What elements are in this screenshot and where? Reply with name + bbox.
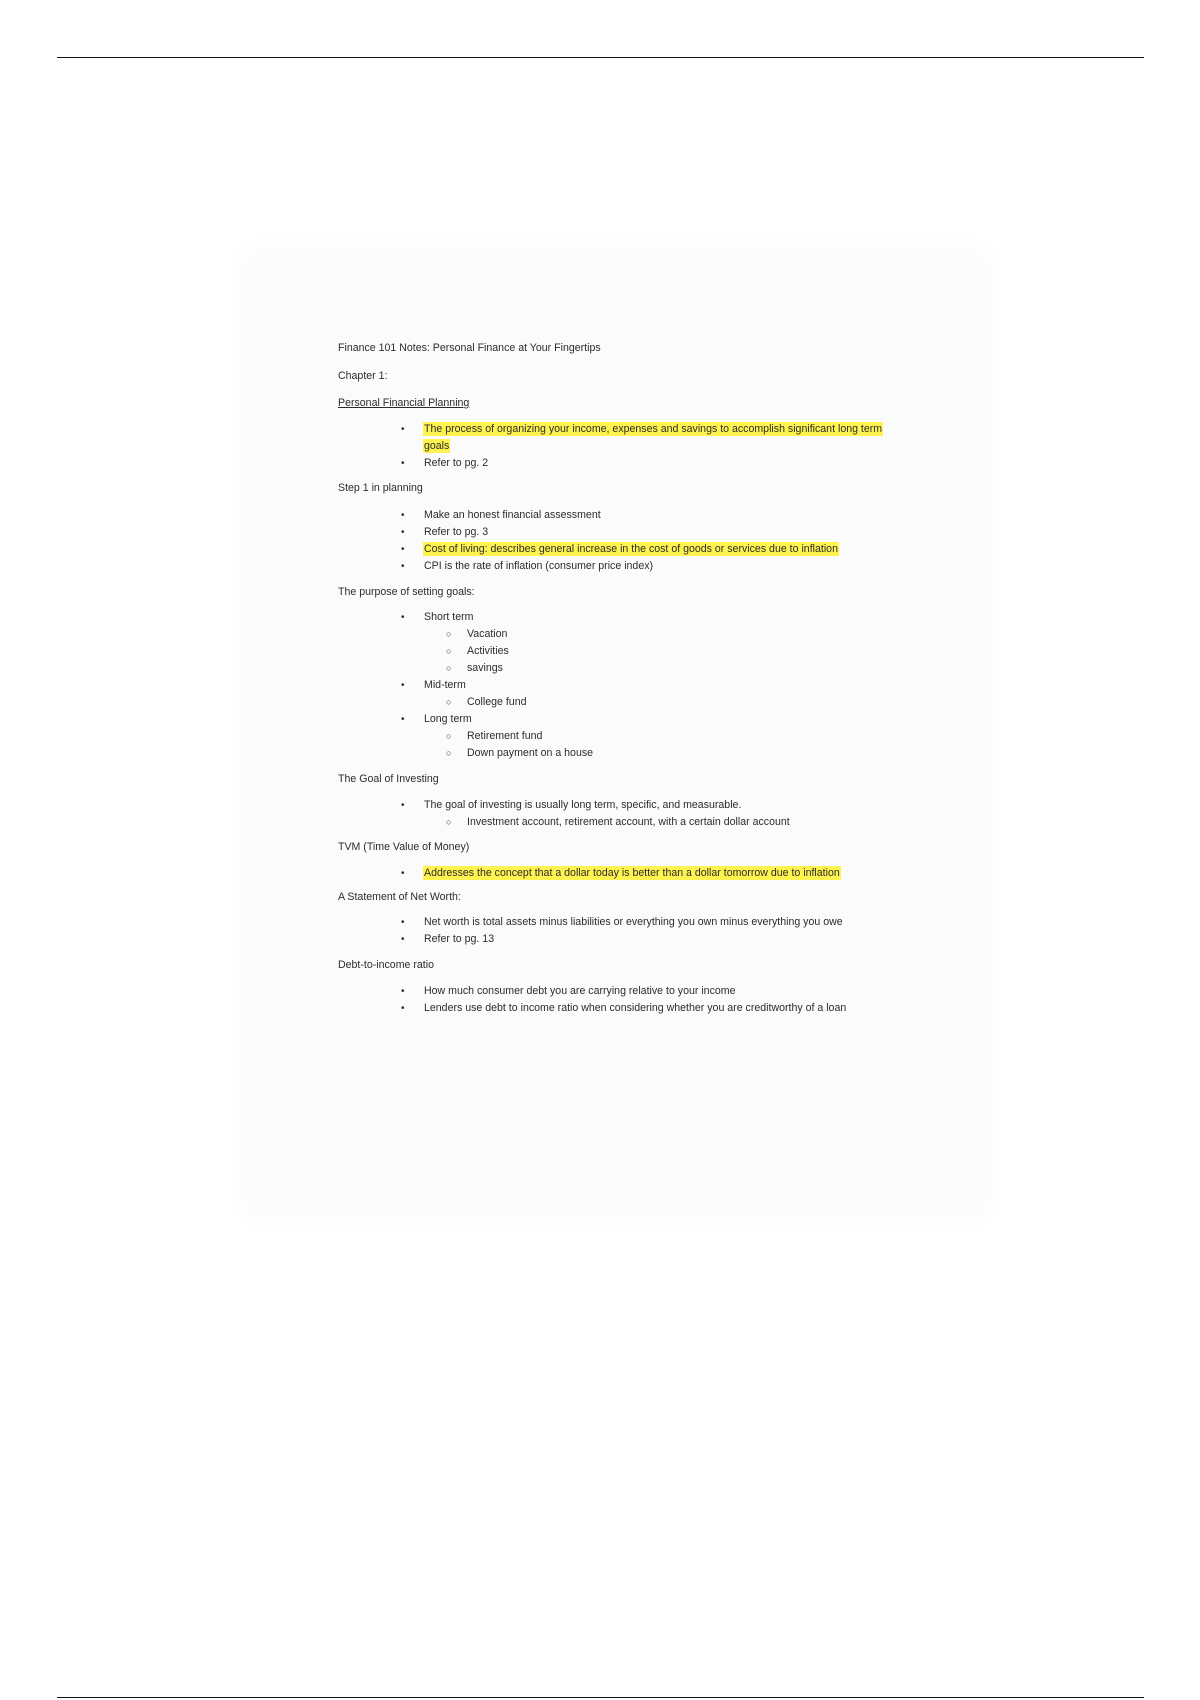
bullet-icon: • <box>401 510 405 521</box>
bottom-divider <box>57 1697 1144 1698</box>
bullet-icon: • <box>401 561 405 572</box>
chapter-label: Chapter 1: <box>338 370 388 382</box>
document-body <box>338 340 898 1017</box>
sub-list-item <box>338 745 898 762</box>
circle-bullet-icon: ○ <box>446 646 452 656</box>
sub-list-item-text: College fund <box>467 696 527 708</box>
bullet-icon: • <box>401 544 405 555</box>
list-item-text: Refer to pg. 3 <box>424 526 489 538</box>
list-item <box>338 797 898 814</box>
sub-list-item-text: savings <box>467 662 503 674</box>
sub-list-item-text: Retirement fund <box>467 730 543 742</box>
highlighted-text: Cost of living: describes general increase in the cost of goods or services due to inflation <box>424 543 838 555</box>
list-item <box>338 865 898 882</box>
bullet-icon: • <box>401 934 405 945</box>
document-preview <box>255 260 977 1205</box>
sub-list <box>338 626 898 677</box>
bullet-list <box>338 421 898 472</box>
list-item <box>338 421 898 455</box>
list-item <box>338 455 898 472</box>
sub-list-item <box>338 660 898 677</box>
bullet-icon: • <box>401 612 405 623</box>
section-heading: The purpose of setting goals: <box>338 586 475 598</box>
sub-list-item-text: Activities <box>467 645 509 657</box>
list-item-text: Refer to pg. 2 <box>424 457 489 469</box>
sub-list <box>338 694 898 711</box>
circle-bullet-icon: ○ <box>446 697 452 707</box>
list-item <box>338 507 898 524</box>
sub-list <box>338 728 898 762</box>
section-heading: TVM (Time Value of Money) <box>338 841 470 853</box>
bullet-list <box>338 609 898 762</box>
section-heading: Personal Financial Planning <box>338 397 470 409</box>
list-item <box>338 677 898 694</box>
section-heading: A Statement of Net Worth: <box>338 891 461 903</box>
section-heading: Step 1 in planning <box>338 482 423 494</box>
list-item <box>338 1000 898 1017</box>
list-item-text: Lenders use debt to income ratio when considering whether you are creditworthy of a loan <box>424 1002 847 1014</box>
bullet-icon: • <box>401 527 405 538</box>
bullet-icon: • <box>401 680 405 691</box>
sub-list-item <box>338 643 898 660</box>
list-item-text: Mid-term <box>424 679 466 691</box>
section-heading: Debt-to-income ratio <box>338 959 434 971</box>
top-divider <box>57 57 1144 58</box>
sub-list <box>338 814 898 831</box>
bullet-icon: • <box>401 1003 405 1014</box>
sub-list-item <box>338 814 898 831</box>
list-item <box>338 558 898 575</box>
sub-list-item <box>338 728 898 745</box>
list-item <box>338 914 898 931</box>
bullet-icon: • <box>401 868 405 879</box>
list-item <box>338 711 898 728</box>
list-item-text: Short term <box>424 611 474 623</box>
list-item-text: Long term <box>424 713 472 725</box>
sub-list-item <box>338 694 898 711</box>
circle-bullet-icon: ○ <box>446 731 452 741</box>
bullet-list <box>338 797 898 831</box>
circle-bullet-icon: ○ <box>446 629 452 639</box>
bullet-icon: • <box>401 986 405 997</box>
list-item-text: How much consumer debt you are carrying relative to your income <box>424 985 736 997</box>
sub-list-item <box>338 626 898 643</box>
bullet-icon: • <box>401 714 405 725</box>
highlighted-text: Addresses the concept that a dollar today is better than a dollar tomorrow due to inflation <box>424 867 840 879</box>
bullet-icon: • <box>401 800 405 811</box>
circle-bullet-icon: ○ <box>446 663 452 673</box>
sub-list-item-text: Down payment on a house <box>467 747 594 759</box>
bullet-icon: • <box>401 917 405 928</box>
bullet-list <box>338 865 898 882</box>
circle-bullet-icon: ○ <box>446 817 452 827</box>
list-item <box>338 609 898 626</box>
bullet-icon: • <box>401 458 405 469</box>
highlighted-text: The process of organizing your income, expenses and savings to accomplish significant long term goals <box>424 423 883 452</box>
list-item <box>338 983 898 1000</box>
bullet-list <box>338 983 898 1017</box>
list-item-text: Make an honest financial assessment <box>424 509 601 521</box>
list-item <box>338 931 898 948</box>
sections-container <box>338 395 898 1017</box>
list-item-text: Net worth is total assets minus liabilities or everything you own minus everything you owe <box>424 916 843 928</box>
circle-bullet-icon: ○ <box>446 748 452 758</box>
sub-list-item-text: Investment account, retirement account, with a certain dollar account <box>467 816 790 828</box>
sub-list-item-text: Vacation <box>467 628 508 640</box>
document-title: Finance 101 Notes: Personal Finance at Your Fingertips <box>338 342 601 354</box>
list-item <box>338 524 898 541</box>
list-item-text: CPI is the rate of inflation (consumer price index) <box>424 560 654 572</box>
bullet-icon: • <box>401 424 405 435</box>
list-item <box>338 541 898 558</box>
section-heading: The Goal of Investing <box>338 773 439 785</box>
bullet-list <box>338 507 898 575</box>
list-item-text: Refer to pg. 13 <box>424 933 495 945</box>
bullet-list <box>338 914 898 948</box>
list-item-text: The goal of investing is usually long term, specific, and measurable. <box>424 799 742 811</box>
